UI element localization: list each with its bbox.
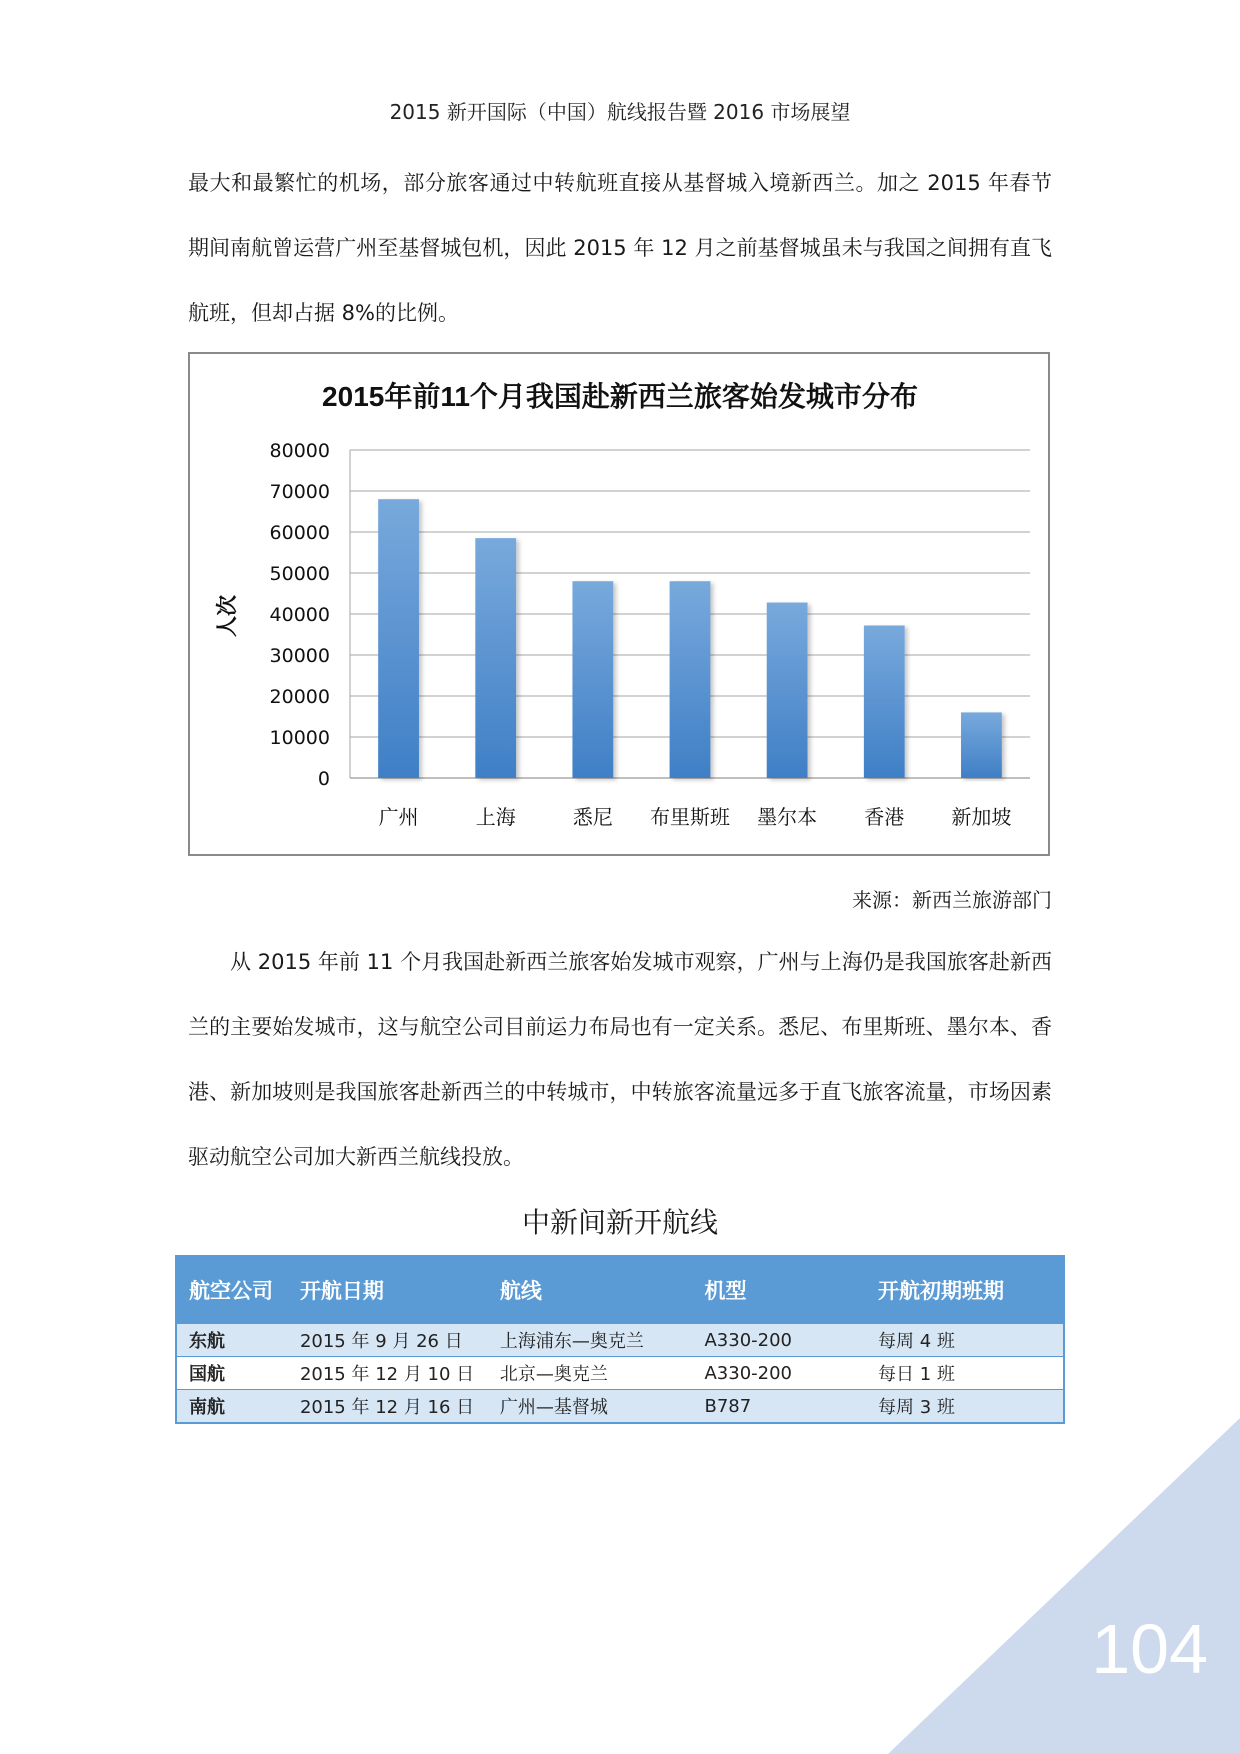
y-tick-label: 80000: [269, 440, 330, 462]
bar: [378, 499, 419, 778]
y-tick-label: 40000: [269, 604, 330, 626]
y-tick-label: 10000: [269, 727, 330, 749]
x-tick-label: 布里斯班: [650, 805, 730, 829]
bar: [864, 625, 905, 778]
x-tick-label: 广州: [378, 805, 419, 829]
x-tick-label: 悉尼: [572, 805, 613, 829]
header-aircraft: 机型: [692, 1256, 866, 1324]
cell-route: 上海浦东—奥克兰: [488, 1324, 693, 1357]
y-axis-label: 人次: [215, 595, 239, 637]
bar: [475, 538, 516, 778]
cell-airline: 东航: [176, 1324, 288, 1357]
y-tick-label: 0: [317, 768, 330, 790]
cell-aircraft: B787: [692, 1390, 866, 1424]
corner-triangle: [888, 1418, 1240, 1754]
page-number: 104: [1091, 1610, 1208, 1688]
y-tick-label: 50000: [269, 563, 330, 585]
y-axis: [270, 440, 330, 790]
y-tick-label: 20000: [269, 686, 330, 708]
running-header: 2015 新开国际（中国）航线报告暨 2016 市场展望: [389, 100, 851, 124]
cell-airline: 南航: [176, 1390, 288, 1424]
chart-source: 来源：新西兰旅游部门: [852, 888, 1052, 912]
y-tick-label: 30000: [269, 645, 330, 667]
header-airline: 航空公司: [176, 1256, 288, 1324]
table-title: 中新间新开航线: [521, 1206, 718, 1239]
header-start-date: 开航日期: [288, 1256, 488, 1324]
cell-airline: 国航: [176, 1357, 288, 1390]
bars: [378, 499, 1002, 778]
bar-chart: [190, 354, 1050, 856]
cell-frequency: 每周 4 班: [866, 1324, 1064, 1357]
table-row: [176, 1357, 1064, 1390]
new-routes-table: [175, 1255, 1065, 1424]
x-axis-labels: [379, 805, 1012, 829]
cell-route: 北京—奥克兰: [488, 1357, 693, 1390]
x-tick-label: 新加坡: [951, 805, 1012, 829]
bar: [670, 581, 711, 778]
bar: [572, 581, 613, 778]
cell-start-date: 2015 年 12 月 10 日: [288, 1357, 488, 1390]
y-tick-label: 70000: [269, 481, 330, 503]
bar: [767, 603, 808, 778]
header-route: 航线: [488, 1256, 693, 1324]
corner-decoration: [888, 1418, 1240, 1754]
cell-aircraft: A330-200: [692, 1357, 866, 1390]
x-tick-label: 香港: [864, 805, 905, 829]
cell-route: 广州—基督城: [488, 1390, 693, 1424]
header-frequency: 开航初期班期: [866, 1256, 1064, 1324]
cell-frequency: 每周 3 班: [866, 1390, 1064, 1424]
y-tick-label: 60000: [269, 522, 330, 544]
table-header-row: [176, 1256, 1064, 1324]
paragraph-analysis: 从 2015 年前 11 个月我国赴新西兰旅客始发城市观察，广州与上海仍是我国旅客赴新西兰的主要始发城市，这与航空公司目前运力布局也有一定关系。悉尼、布里斯班、墨尔本、香港、新加坡则是我国旅客赴新西兰的中转城市，中转旅客流量远多于直飞旅客流量，市场因素驱动航空公司加大新西兰航线投放。: [188, 950, 1052, 1169]
x-tick-label: 墨尔本: [757, 805, 818, 829]
cell-start-date: 2015 年 12 月 16 日: [288, 1390, 488, 1424]
chart-title: 2015年前11个月我国赴新西兰旅客始发城市分布: [322, 381, 918, 412]
table-row: [176, 1324, 1064, 1357]
paragraph-intro: 最大和最繁忙的机场，部分旅客通过中转航班直接从基督城入境新西兰。加之 2015 年春节期间南航曾运营广州至基督城包机，因此 2015 年 12 月之前基督城虽未与我国之间拥有直飞航班，但却占据 8%的比例。: [188, 171, 1052, 325]
x-tick-label: 上海: [475, 805, 516, 829]
chart-frame: [188, 352, 1050, 856]
bar: [961, 712, 1002, 778]
cell-aircraft: A330-200: [692, 1324, 866, 1357]
cell-start-date: 2015 年 9 月 26 日: [288, 1324, 488, 1357]
cell-frequency: 每日 1 班: [866, 1357, 1064, 1390]
